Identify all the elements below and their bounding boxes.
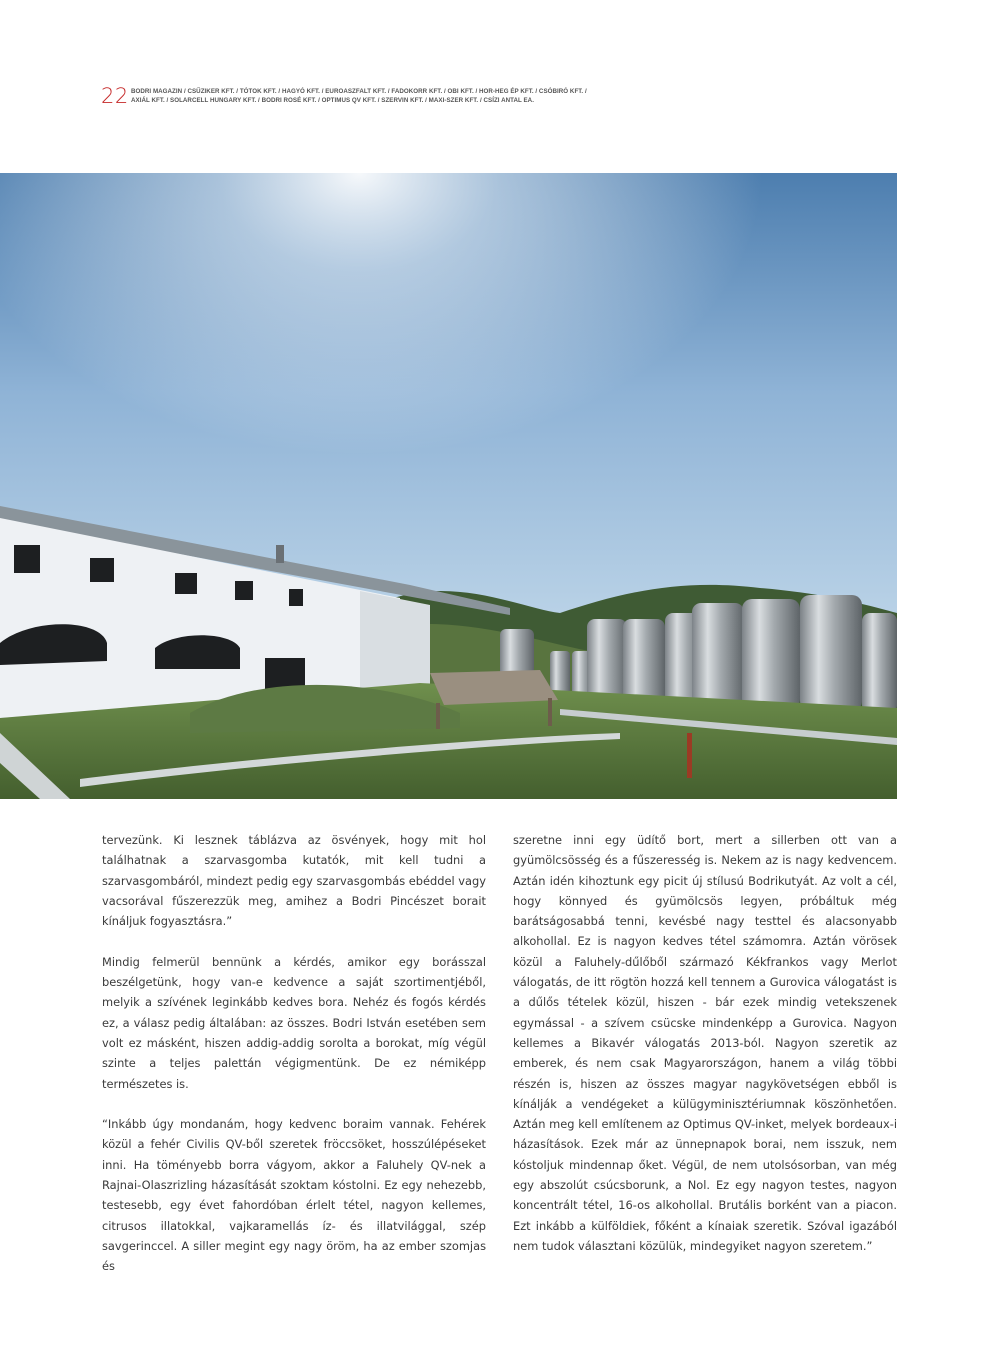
article-right-column xyxy=(513,830,897,1277)
sponsor-list-line-1: BODRI MAGAZIN / CSŰZIKER KFT. / TÓTOK KFT. / HAGYÓ KFT. / EUROASZFALT KFT. / FADOKORR KFT. / OBI KFT. / HOR-HEG ÉP KFT. / CSÓBIRÓ KFT. / xyxy=(131,88,587,95)
paragraph: Mindig felmerül bennünk a kérdés, amikor egy borásszal beszélgetünk, hogy van-e kedvence a saját szortimentjéből, melyik a szívének leginkább kedves bora. Nehéz és fogós kérdés ez, a válasz pedig általában: az összes. Bodri István esetében sem volt ez másként, hiszen addig-addig sorolta a borokat, míg végül szinte a teljes palettán végigmentünk. De ez némiképp természetes is. xyxy=(102,954,486,1091)
paragraph: tervezünk. Ki lesznek táblázva az ösvények, hogy mit hol találhatnak a szarvasgomba kutatók, mit kell tudni a szarvasgombáról, mindezt pedig egy szarvasgombás ebéddel vagy vacsorával fűszerezzük meg, amihez a Bodri Pincészet borait kínáljuk fogyasztásra.” xyxy=(102,833,486,929)
winery-photo xyxy=(0,173,897,799)
building-side xyxy=(360,591,430,693)
shed-roof xyxy=(430,670,558,705)
shed-post-left xyxy=(436,703,440,729)
paragraph: szeretne inni egy üdítő bort, mert a sillerben ott van a gyümölcsösség és a fűszeresség is. Nekem az is nagy kedvencem. Aztán idén kihoztunk egy picit új stílusú Bodrikutyát. Az volt a cél, hogy könnyed és gyümölcsös legyen, próbáltuk még barátságosabbá tenni, kevésbé nagy testtel és alacsonyabb alkohollal. Ez is nagyon kedves tétel számomra. Aztán vörösek közül a Faluhely-dűlőből származó Kékfrankos vagy Merlot válogatás, de itt rögtön hozzá kell tennem a Gurovica válogatást is a dűlős tételek közül, hiszen - bár ezek mindig vetekszenek egymással - a szívem csücske mindenképp a Gurovica. Nagyon kellemes a Bikavér válogatás 2013-ból. Nagyon szeretik az emberek, és nem csak Magyarországon, hanem a világ többi részén is, hiszen az összes magyar nagykövetségen ebből is kínálják a vendégeket a külügyminisztériumnak köszönhetően. Aztán meg kell említenem az Optimus QV-inket, melyek bordeaux-i házasítások. Ezek már az ünnepnapok borai, nem isszuk, nem kóstoljuk mindennap őket. Végül, de nem utolsósorban, van még egy abszolút csúcsborunk, a Nol. Ez egy nagyon testes, nagyon koncentrált tétel, 16-os alkohollal. Brutális borként van a piacon. Ezt inkább a külföldiek, főként a kínaiak szeretik. Szóval igazából nem tudok választani közülük, mindegyiket nagyon szeretem.” xyxy=(513,833,897,1253)
paragraph: “Inkább úgy mondanám, hogy kedvenc boraim vannak. Fehérek közül a fehér Civilis QV-ből szeretek fröccsöket, hosszúlépéseket inni. Ha töményebb borra vágyom, akkor a Faluhely QV-nek a Rajnai-Olaszrizling házasítását szoktam kóstolni. Ez egy nehezebb, testesebb, egy évet fahordóban érlelt tétel, nagyon kellemes, citrusos illatokkal, vajkaramellás íz- és illatvilággal, szép savgerinccel. A siller megint egy nagy öröm, ha az ember szomjas és xyxy=(102,1117,486,1274)
article-left-column xyxy=(102,830,486,1297)
chimney xyxy=(276,545,284,563)
marker-post xyxy=(687,733,692,778)
shed-post-right xyxy=(548,698,552,726)
sponsor-list-line-2: AXIÁL KFT. / SOLARCELL HUNGARY KFT. / BODRI ROSÉ KFT. / OPTIMUS QV KFT. / SZERVIN KFT. / MAXI-SZER KFT. / CSÍZI ANTAL EA. xyxy=(131,97,534,104)
page-number: 22 xyxy=(101,84,129,108)
